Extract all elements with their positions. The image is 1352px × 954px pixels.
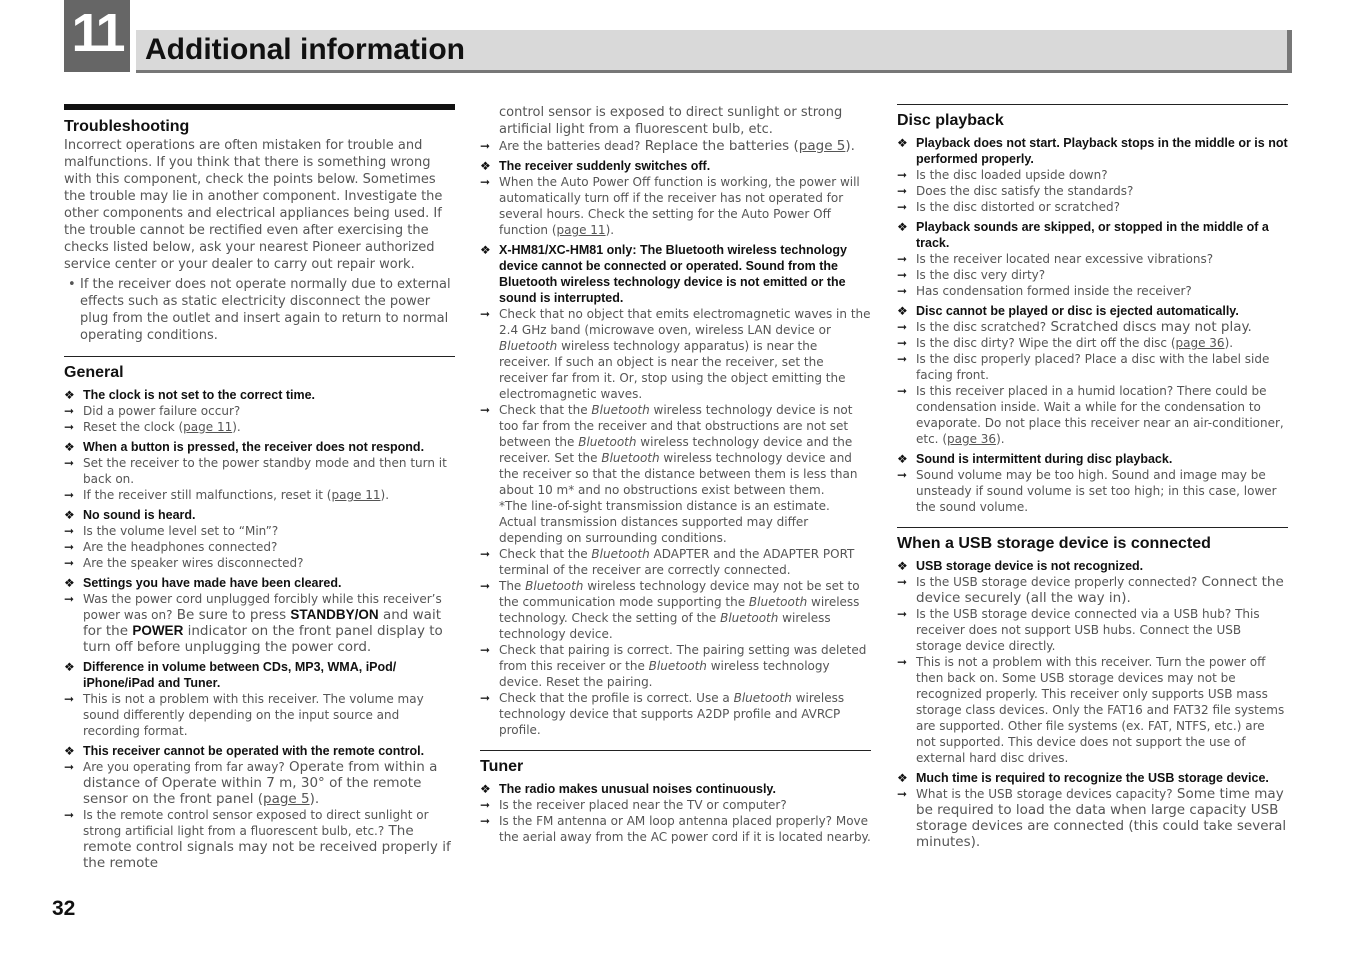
answer-item [480,642,871,690]
answer-text: Operate from within a distance of Operate within 7 m, 30° of the remote sensor on the front panel ( [83,759,438,807]
button-name: STANDBY/ON [290,607,379,622]
answer-text: Reset the clock ( [83,420,184,434]
answer-text: wireless technology device that supports A2DP profile and AVRCP profile. [499,691,845,737]
question-item [897,135,1288,167]
answer-text: wireless technology device and the receiver so that the distance between them is less than about 10 m* and no obstructions exist between them. [499,451,858,497]
answer-item [64,419,455,435]
troubleshooting-heading: Troubleshooting [64,104,455,137]
diamond-icon: ❖ [64,744,75,758]
answer-text: ). [1224,336,1234,350]
diamond-icon: ❖ [64,388,75,402]
question-text: Settings you have made have been cleared. [83,576,342,590]
page-link[interactable]: page 11 [556,223,606,237]
answer-item [480,690,871,738]
answer-text: wireless technology apparatus) is near the receiver. If such an object is near the receiver, set the receiver far from it. Or, stop using the object emitting the electromagnetic waves. [499,339,846,401]
term: Bluetooth [525,579,584,593]
arrow-icon: ➞ [897,320,908,334]
answer-text: Is the volume level set to “Min”? [83,524,279,538]
answer-text: ). [232,420,241,434]
question-item [64,507,455,523]
diamond-icon: ❖ [897,304,908,318]
arrow-icon: ➞ [897,268,908,282]
answer-text: This is not a problem with this receiver. The volume may sound differently depending on the input source and recording format. [83,692,424,738]
diamond-icon: ❖ [480,782,491,796]
bullet-text: If the receiver does not operate normally due to external effects such as static electricity disconnect the power plug from the outlet and insert again to return to normal operating conditions. [80,277,451,343]
answer-item [897,283,1288,299]
answer-text: Is the receiver placed near the TV or computer? [499,798,787,812]
arrow-icon: ➞ [897,787,908,801]
answer-text: Scratched discs may not play. [1046,319,1252,335]
answer-item [897,199,1288,215]
arrow-icon: ➞ [897,384,908,398]
answer-item [897,319,1288,335]
answer-text: Are the batteries dead? [499,139,641,153]
answer-text: ADAPTER and the ADAPTER PORT terminal of the receiver are correctly connected. [499,547,855,577]
answer-text: When the Auto Power Off function is working, the power will automatically turn off if the receiver has not operated for several hours. Check the setting for the Auto Power Off function ( [499,175,860,237]
answer-item [64,455,455,487]
answer-item [897,574,1288,606]
answer-text: wireless technology device may not be set to the communication mode supporting the [499,579,860,609]
arrow-icon: ➞ [64,456,75,470]
answer-text: Connect the device securely (all the way in). [916,574,1284,606]
answer-text: wireless technology device. [499,611,831,641]
answer-text: Is the FM antenna or AM loop antenna placed properly? Move the aerial away from the AC power cord if it is located nearby. [499,814,871,844]
question-text: Sound is intermittent during disc playback. [916,452,1173,466]
answer-text: Sound volume may be too high. Sound and image may be unsteady if sound volume is set too high; in this case, lower the sound volume. [916,468,1277,514]
answer-text: Is the receiver located near excessive vibrations? [916,252,1214,266]
answer-text: Did a power failure occur? [83,404,241,418]
answer-text: Is the USB storage device properly connected? [916,575,1198,589]
arrow-icon: ➞ [897,168,908,182]
answer-text: Is the disc properly placed? Place a disc with the label side facing front. [916,352,1270,382]
arrow-icon: ➞ [64,556,75,570]
arrow-icon: ➞ [64,808,75,822]
arrow-icon: ➞ [480,579,491,593]
page-title: Additional information [145,33,465,66]
answer-item [64,759,455,807]
diamond-icon: ❖ [897,771,908,785]
arrow-icon: ➞ [64,692,75,706]
page-link[interactable]: page 11 [331,488,381,502]
arrow-icon: ➞ [897,200,908,214]
arrow-icon: ➞ [897,252,908,266]
diamond-icon: ❖ [897,220,908,234]
arrow-icon: ➞ [897,336,908,350]
answer-item [480,174,871,238]
answer-item [897,251,1288,267]
question-text: The receiver suddenly switches off. [499,159,711,173]
answer-text: Are the headphones connected? [83,540,278,554]
answer-text: Check that the [499,547,592,561]
answer-text: ). [380,488,390,502]
answer-item [480,813,871,845]
question-text: Much time is required to recognize the USB storage device. [916,771,1269,785]
question-text: The clock is not set to the correct time. [83,388,316,402]
tuner-heading: Tuner [480,750,871,777]
question-text: Playback sounds are skipped, or stopped in the middle of a track. [916,220,1269,250]
answer-text: Is the disc very dirty? [916,268,1046,282]
arrow-icon: ➞ [64,420,75,434]
question-text: Difference in volume between CDs, MP3, WMA, iPod/ iPhone/iPad and Tuner. [83,660,397,690]
question-item [897,770,1288,786]
term: Bluetooth [601,451,660,465]
arrow-icon: ➞ [64,488,75,502]
question-item [64,743,455,759]
answer-text: indicator on the front panel display to turn off before unplugging the power cord. [83,623,443,655]
arrow-icon: ➞ [897,468,908,482]
question-text: The radio makes unusual noises continuously. [499,782,776,796]
answer-text: Check that the [499,403,592,417]
answer-text: Is the disc dirty? Wipe the dirt off the disc ( [916,336,1176,350]
general-heading: General [64,356,455,383]
indicator-name: POWER [132,623,184,638]
diamond-icon: ❖ [897,559,908,573]
arrow-icon: ➞ [480,547,491,561]
arrow-icon: ➞ [480,814,491,828]
question-item [64,575,455,591]
usb-heading: When a USB storage device is connected [897,527,1288,554]
term: Bluetooth [648,659,707,673]
term: Bluetooth [591,547,650,561]
answer-item [480,546,871,578]
answer-item [480,402,871,498]
answer-text: Replace the batteries ( [640,138,799,154]
answer-text: ). [309,791,320,807]
question-item [64,439,455,455]
answer-item [480,578,871,642]
arrow-icon: ➞ [897,607,908,621]
question-item [64,659,455,691]
answer-text: wireless technology device is not too far from the receiver and that obstructions are not set between the [499,403,853,449]
diamond-icon: ❖ [897,452,908,466]
answer-item [64,487,455,503]
column-1 [64,104,455,871]
arrow-icon: ➞ [897,575,908,589]
page-link[interactable]: page 5 [798,138,846,154]
column-2 [480,104,871,845]
answer-text: This is not a problem with this receiver. Turn the power off then back on. Some USB storage devices may not be recognized properly. This receiver only supports USB mass storage class devices. Only the FAT16 and FAT32 file systems are supported. Other file systems (ex. FAT, NTFS, etc.) are not supported. This device does not support the use of external hard disc drives. [916,655,1285,765]
answer-text: ). [996,432,1005,446]
answer-text: and wait for the [83,607,441,639]
answer-item [64,539,455,555]
answer-text: Check that no object that emits electromagnetic waves in the 2.4 GHz band (microwave oven, wireless LAN device or [499,307,871,337]
question-item [480,158,871,174]
answer-text: Was the power cord unplugged forcibly while this receiver’s power was on? [83,592,442,622]
arrow-icon: ➞ [480,175,491,189]
answer-text: wireless technology device and the receiver. Set the [499,435,853,465]
title-bar [136,30,1292,73]
answer-text: Is the disc distorted or scratched? [916,200,1120,214]
answer-text: Is the disc loaded upside down? [916,168,1108,182]
answer-item [64,555,455,571]
answer-item [480,138,871,154]
question-text: No sound is heard. [83,508,196,522]
column-3 [897,104,1288,850]
page-link[interactable]: page 36 [1175,336,1225,350]
chapter-number: 11 [64,0,130,72]
answer-item [897,183,1288,199]
answer-text: Some time may be required to load the data when large capacity USB storage devices are connected (this could take several minutes). [916,786,1287,850]
diamond-icon: ❖ [64,660,75,674]
diamond-icon: ❖ [897,136,908,150]
page-link[interactable]: page 11 [183,420,233,434]
arrow-icon: ➞ [897,655,908,669]
arrow-icon: ➞ [64,524,75,538]
arrow-icon: ➞ [480,691,491,705]
answer-text: Check that pairing is correct. The pairing setting was deleted from this receiver or the [499,643,867,673]
answer-item [897,786,1288,850]
page-link[interactable]: page 36 [947,432,997,446]
question-item [897,451,1288,467]
answer-text: If the receiver still malfunctions, reset it ( [83,488,332,502]
answer-item [897,467,1288,515]
question-text: This receiver cannot be operated with the remote control. [83,744,425,758]
answer-text: Be sure to press [172,607,291,623]
arrow-icon: ➞ [897,184,908,198]
diamond-icon: ❖ [480,243,491,257]
troubleshooting-intro: Incorrect operations are often mistaken for trouble and malfunctions. If you think that there is something wrong with this component, check the points below. Sometimes the trouble may lie in another component. Investigate the other components and electrical appliances being used. If the trouble cannot be rectified even after exercising the checks listed below, ask your nearest Pioneer authorized service center or your dealer to carry out repair work. [64,138,443,272]
term: Bluetooth [578,435,637,449]
footnote: *The line-of-sight transmission distance is an estimate. Actual transmission distances supported may differ depending on surrounding conditions. [499,499,830,545]
answer-text: The [499,579,526,593]
question-text: X-HM81/XC-HM81 only: The Bluetooth wireless technology device cannot be connected or operated. Sound from the Bluetooth wireless technology device is not emitted or the sound is interrupted. [499,243,847,305]
answer-item [897,654,1288,766]
bullet-icon: • [68,277,76,292]
answer-text: The remote control signals may not be received properly if the remote [83,823,451,871]
question-item [480,781,871,797]
diamond-icon: ❖ [64,440,75,454]
answer-item [897,167,1288,183]
arrow-icon: ➞ [480,643,491,657]
answer-text: Is the remote control sensor exposed to direct sunlight or strong artificial light from a fluorescent bulb, etc.? [83,808,429,838]
arrow-icon: ➞ [480,139,491,153]
bullet-item [64,276,455,344]
answer-item [64,523,455,539]
question-item [897,303,1288,319]
question-item [897,558,1288,574]
answer-item [64,591,455,655]
answer-text: Is the disc scratched? [916,320,1047,334]
arrow-icon: ➞ [480,798,491,812]
question-text: Playback does not start. Playback stops in the middle or is not performed properly. [916,136,1288,166]
answer-item [64,691,455,739]
arrow-icon: ➞ [64,540,75,554]
answer-text: Has condensation formed inside the receiver? [916,284,1192,298]
answer-text: Check that the profile is correct. Use a [499,691,734,705]
disc-heading: Disc playback [897,104,1288,131]
answer-text: wireless technology. Check the setting of the [499,595,860,625]
answer-text: Are the speaker wires disconnected? [83,556,304,570]
arrow-icon: ➞ [64,592,75,606]
answer-item [897,383,1288,447]
answer-item [480,306,871,402]
arrow-icon: ➞ [897,352,908,366]
term: Bluetooth [720,611,779,625]
answer-continuation: control sensor is exposed to direct sunlight or strong artificial light from a fluorescent bulb, etc. [499,105,843,137]
answer-item [480,797,871,813]
arrow-icon: ➞ [480,307,491,321]
diamond-icon: ❖ [64,576,75,590]
term: Bluetooth [591,403,650,417]
answer-text: ). [605,223,615,237]
question-item [480,242,871,306]
term: Bluetooth [733,691,792,705]
answer-item [897,335,1288,351]
answer-item [897,267,1288,283]
answer-text: Does the disc satisfy the standards? [916,184,1134,198]
answer-text: Is this receiver placed in a humid location? There could be condensation inside. Wait a while for the condensation to evaporate. Do not place this receiver near an air-conditioner, etc. ( [916,384,1284,446]
answer-text: wireless technology device. Reset the pairing. [499,659,830,689]
question-item [64,387,455,403]
page-number: 32 [52,897,76,920]
answer-text: Is the USB storage device connected via a USB hub? This receiver does not support USB hubs. Connect the USB storage device directly. [916,607,1260,653]
answer-item [64,403,455,419]
term: Bluetooth [499,339,558,353]
answer-item [897,606,1288,654]
question-text: USB storage device is not recognized. [916,559,1144,573]
arrow-icon: ➞ [64,404,75,418]
arrow-icon: ➞ [480,403,491,417]
arrow-icon: ➞ [897,284,908,298]
answer-text: Are you operating from far away? [83,760,285,774]
arrow-icon: ➞ [64,760,75,774]
question-item [897,219,1288,251]
answer-item [897,351,1288,383]
term: Bluetooth [748,595,808,609]
question-text: When a button is pressed, the receiver does not respond. [83,440,425,454]
answer-text: ). [845,138,855,154]
answer-text: Set the receiver to the power standby mode and then turn it back on. [83,456,447,486]
answer-item [64,807,455,871]
diamond-icon: ❖ [64,508,75,522]
diamond-icon: ❖ [480,159,491,173]
question-text: Disc cannot be played or disc is ejected automatically. [916,304,1239,318]
page-link[interactable]: page 5 [263,791,310,807]
answer-text: What is the USB storage devices capacity? [916,787,1173,801]
